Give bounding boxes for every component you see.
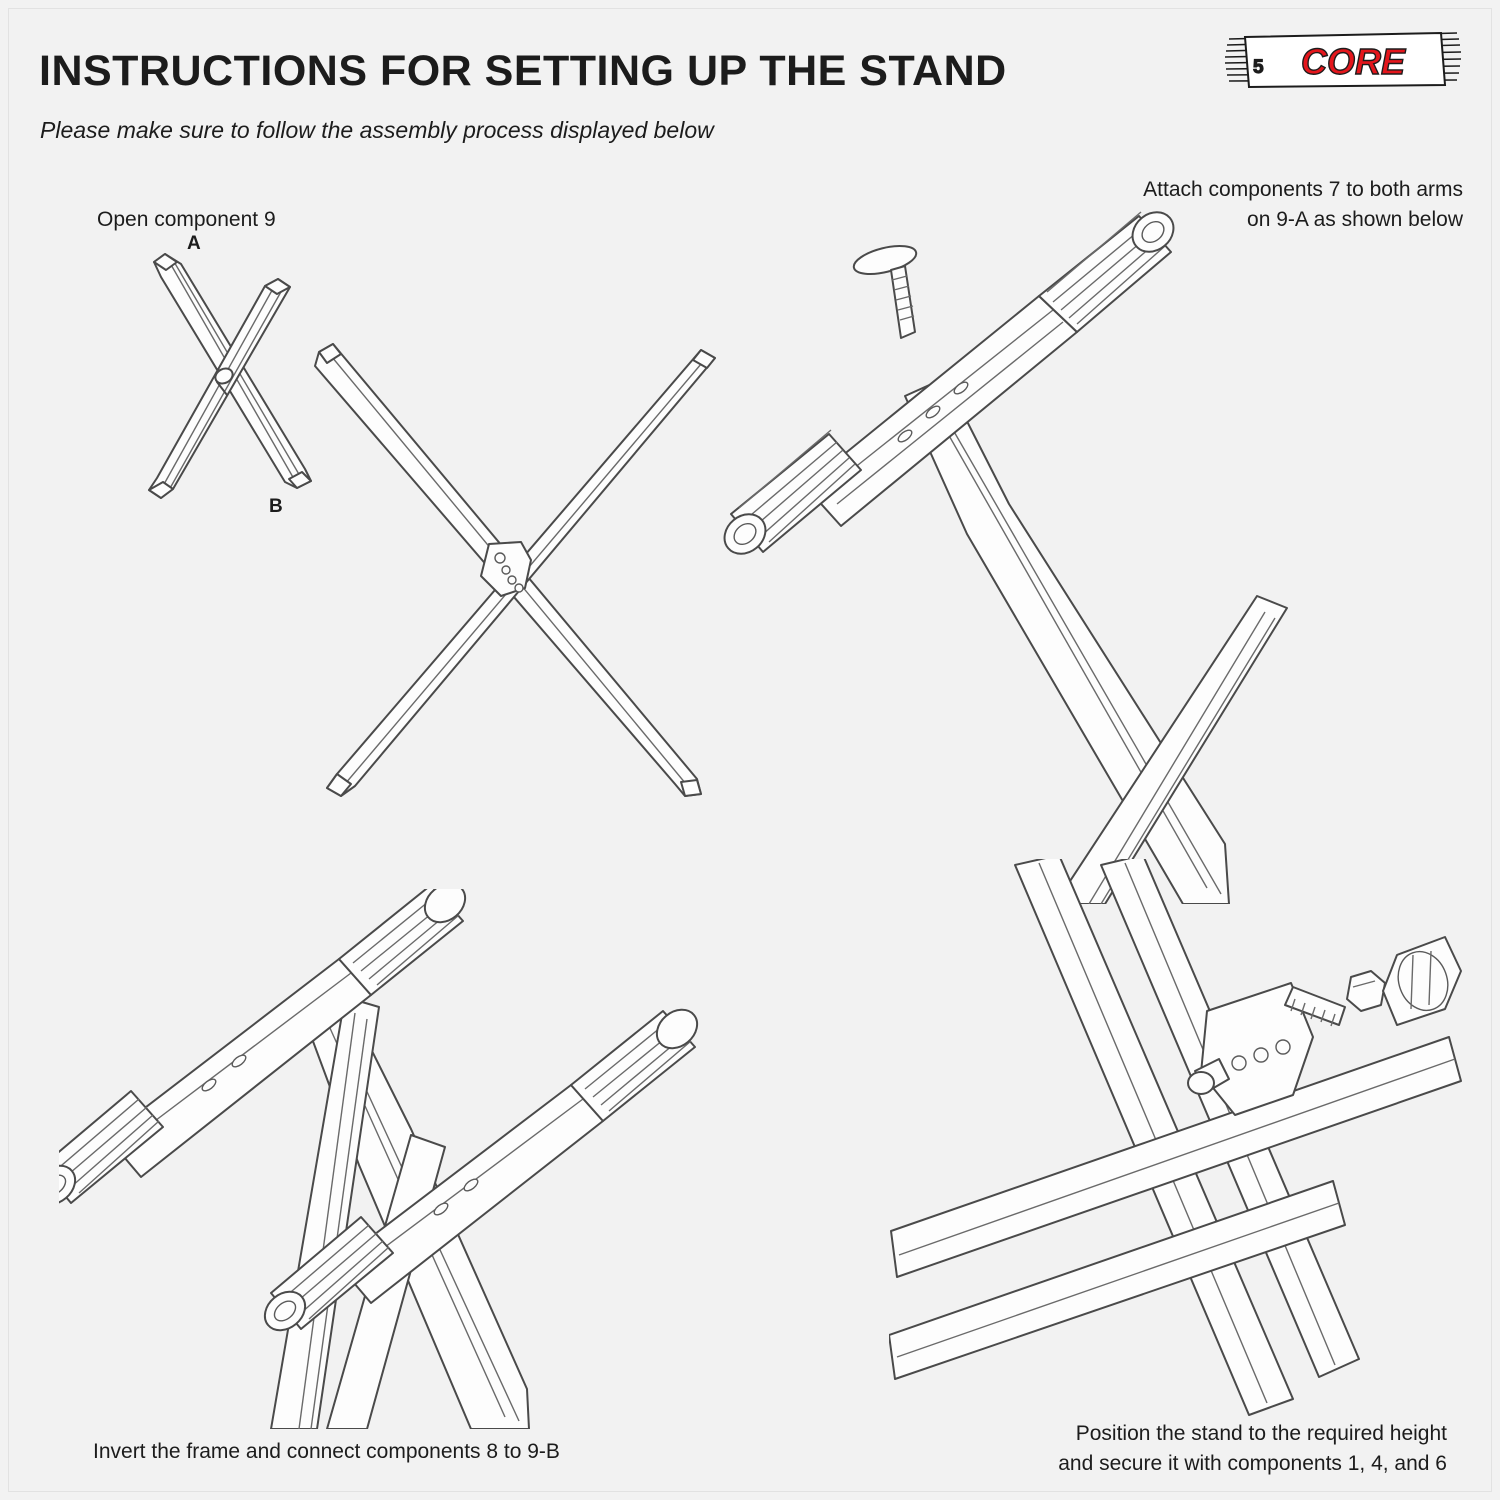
step-1-caption: Open component 9	[97, 208, 276, 231]
crossing-tubes	[889, 859, 1461, 1415]
step-2-caption-line-2: on 9-A as shown below	[1247, 208, 1463, 231]
logo-word: CORE	[1301, 41, 1406, 82]
step-4-caption	[827, 1419, 1447, 1479]
logo-number: 5	[1253, 57, 1264, 78]
component-8-lower-right	[571, 1002, 705, 1121]
step-2-diagram	[709, 204, 1469, 904]
leg-assembly	[905, 378, 1287, 904]
step-4-caption-line-2: and secure it with components 1, 4, and 6	[1058, 1452, 1447, 1475]
sheet-border	[8, 8, 1492, 1492]
folded-frame	[149, 254, 311, 498]
step-3-caption: Invert the frame and connect components 8 to 9-B	[93, 1440, 560, 1463]
page-title: INSTRUCTIONS FOR SETTING UP THE STAND	[39, 47, 1007, 95]
component-8-upper-right	[339, 889, 473, 995]
step-3-diagram	[59, 889, 779, 1429]
brand-logo	[1223, 29, 1463, 91]
step-1-diagram	[69, 224, 769, 844]
step-2-caption-line-1: Attach components 7 to both arms	[1143, 178, 1463, 201]
page-subtitle: Please make sure to follow the assembly process displayed below	[40, 117, 714, 143]
component-4-nut	[1347, 971, 1385, 1011]
frame-legs	[271, 997, 529, 1429]
open-frame	[315, 344, 715, 796]
screw-component	[851, 241, 919, 338]
label-a: A	[187, 233, 201, 254]
support-tube	[717, 204, 1182, 562]
component-6-knob	[1383, 937, 1461, 1025]
step-4-diagram	[889, 859, 1469, 1419]
step-4-caption-line-1: Position the stand to the required height	[1075, 1422, 1447, 1445]
label-b: B	[269, 496, 283, 517]
component-7-right	[1039, 204, 1181, 332]
